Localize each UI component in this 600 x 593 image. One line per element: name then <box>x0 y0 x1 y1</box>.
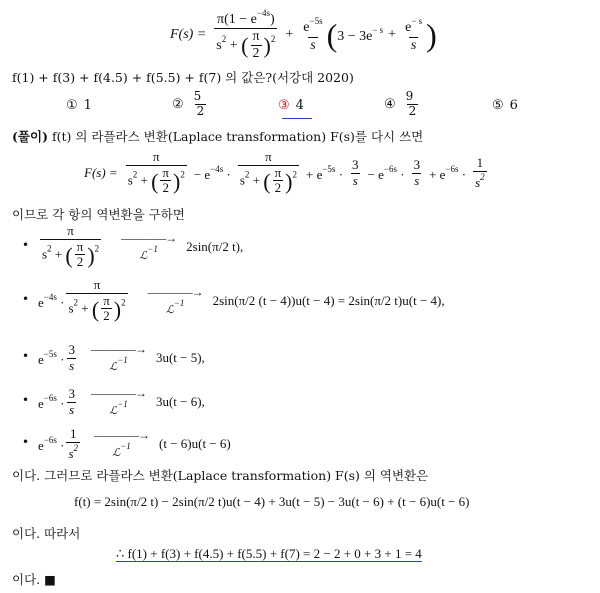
term-1: π $s^2$ + ( $\frac{\pi}{2}$ )$^2$ ————→ ℒ$^{-1}$ 2sin(π/2 t), <box>42 222 244 270</box>
solution-intro: (풀이) f(t) 의 라플라스 변환(Laplace transformation) F(s)를 다시 쓰면 <box>12 129 424 144</box>
choice-5[interactable]: ⑤ 6 <box>492 98 518 113</box>
then-text: 이다. 따라서 <box>12 526 81 541</box>
bullet-5: • <box>22 435 30 449</box>
correct-underline <box>282 118 312 119</box>
term-1-result: 2sin(π/2 t), <box>186 239 244 254</box>
choice-3-correct[interactable]: ③ 4 <box>278 98 304 113</box>
fs-label: F(s) = <box>170 27 207 42</box>
term-5-result: (t − 6)u(t − 6) <box>159 436 231 451</box>
term-3-result: 3u(t − 5), <box>155 350 205 365</box>
final-expression: ∴ f(1) + f(3) + f(4.5) + f(5.5) + f(7) = 2 − 2 + 0 + 3 + 1 = 4 <box>116 546 422 561</box>
ft-expression: f(t) = 2sin(π/2 t) − 2sin(π/2 t)u(t − 4) + 3u(t − 5) − 3u(t − 6) + (t − 6)u(t − 6) <box>74 494 470 509</box>
term-3: $e^{-5s}$ · $\frac{3}{s}$ ————→ ℒ$^{-1}$ 3u(t − 5), <box>38 341 205 373</box>
choice-4[interactable]: ④ $\frac{9}{2}$ <box>384 89 417 118</box>
bullet-1: • <box>22 238 30 252</box>
fs-term2: $\frac{e^{-5s}}{s}$ <box>303 16 323 53</box>
term-4: $e^{-6s}$ · $\frac{3}{s}$ ————→ ℒ$^{-1}$ 3u(t − 6), <box>38 385 205 417</box>
conclusion-text: 이다. 그러므로 라플라스 변환(Laplace transformation) F(s) 의 역변환은 <box>12 468 429 483</box>
fs-paren-a: $3 - 3e^{- s}$ <box>337 25 384 44</box>
term-2: $e^{-4s}$ · π $s^2$ + ( $\frac{\pi}{2}$ )$^2$ ————→ ℒ$^{-1}$ 2sin(π/2 (t − 4))u(t − 4) = 2sin(π/2 t)u(t − 4), <box>38 276 445 324</box>
solution-label: (풀이) <box>12 129 48 144</box>
end-text: 이다. ■ <box>12 572 56 587</box>
choice-1[interactable]: ① 1 <box>66 98 92 113</box>
fs-term1: $\pi(1 - e^{-4s})$ $s^2$ + ( $\frac{\pi}{2}$ )$^2$ <box>216 7 276 62</box>
rewritten-formula: F(s) = π $s^2$ + ( $\frac{\pi}{2}$ )$^2$ − $e^{-4s}$ · π $s^2$ + ( $\frac{\pi}{2}$ )$^2$ + $e^{-5s}$ · $\frac{3}{s}$ − $e^{-6s}$ · $\frac{3}{s}$ + $e^{-6s}$ · $\frac{1}{s^2}$ <box>84 148 485 196</box>
fs-paren-b: $\frac{e^{- s}}{s}$ <box>405 16 423 53</box>
term-5: $e^{-6s}$ · $\frac{1}{s^2}$ ————→ ℒ$^{-1}$ (t − 6)u(t − 6) <box>38 425 231 461</box>
question-text: f(1) + f(3) + f(4.5) + f(5.5) + f(7) 의 값은?(서강대 2020) <box>12 70 354 85</box>
problem-formula: F(s) = $\pi(1 - e^{-4s})$ $s^2$ + ( $\frac{\pi}{2}$ )$^2$ + $\frac{e^{-5s}}{s}$ ( $3 - 3e^{- s}$ + $\frac{e^{- s}}{s}$ ) <box>170 7 437 62</box>
bullet-2: • <box>22 292 30 306</box>
bullet-4: • <box>22 393 30 407</box>
choice-2[interactable]: ② $\frac{5}{2}$ <box>172 89 205 118</box>
bullet-3: • <box>22 349 30 363</box>
term-4-result: 3u(t − 6), <box>155 394 205 409</box>
term-2-result: 2sin(π/2 (t − 4))u(t − 4) = 2sin(π/2 t)u(t − 4), <box>212 293 445 308</box>
inverse-intro: 이므로 각 항의 역변환을 구하면 <box>12 207 185 222</box>
